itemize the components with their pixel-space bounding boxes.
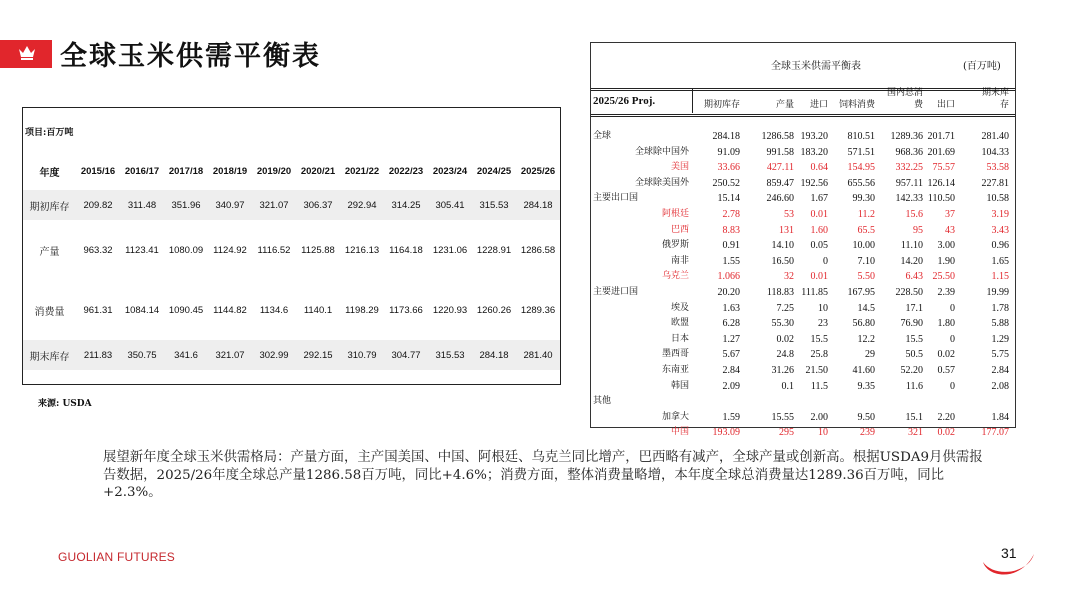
table-cell: 31.26 bbox=[771, 365, 794, 376]
table-cell: 65.5 bbox=[857, 224, 875, 236]
table-cell: 228.50 bbox=[895, 287, 923, 298]
table-cell: 0.01 bbox=[810, 209, 828, 220]
table-cell: 15.14 bbox=[717, 193, 740, 205]
table-row bbox=[591, 177, 1015, 190]
table-cell: 427.11 bbox=[766, 162, 794, 174]
table-cell: 14.10 bbox=[771, 240, 794, 252]
table-cell: 0.96 bbox=[991, 240, 1009, 252]
table-cell: 0 bbox=[950, 302, 955, 314]
year-header: 2024/25 bbox=[476, 165, 512, 177]
table-cell: 246.60 bbox=[766, 193, 794, 205]
table-cell: 209.82 bbox=[76, 190, 120, 220]
table-cell: 7.25 bbox=[776, 302, 794, 314]
col-header: 产量 bbox=[775, 100, 794, 110]
table-cell: 0.1 bbox=[781, 380, 794, 392]
table-cell: 859.47 bbox=[766, 177, 794, 189]
table-cell: 14.5 bbox=[857, 302, 875, 314]
row-name: 俄罗斯 bbox=[661, 240, 689, 251]
table-cell: 10 bbox=[818, 302, 828, 314]
row-name: 其他 bbox=[593, 396, 612, 407]
table-cell: 1289.36 bbox=[520, 304, 556, 316]
table-row bbox=[591, 192, 1015, 205]
col-header: 进口 bbox=[809, 100, 828, 110]
table-cell: 20.20 bbox=[717, 287, 740, 298]
col-header: 期初库存 bbox=[703, 100, 740, 110]
table-cell: 33.66 bbox=[717, 162, 740, 174]
table-row bbox=[591, 286, 1015, 299]
table-cell: 3.19 bbox=[991, 209, 1009, 220]
table-cell: 19.99 bbox=[986, 287, 1009, 298]
table-cell: 1.60 bbox=[810, 224, 828, 236]
table-row bbox=[591, 302, 1015, 315]
table-cell: 295 bbox=[779, 427, 794, 439]
header-top-rule bbox=[591, 90, 1015, 91]
table-row bbox=[23, 280, 560, 340]
row-name: 全球 bbox=[593, 131, 612, 141]
table-cell: 350.75 bbox=[120, 340, 164, 370]
table-cell: 1084.14 bbox=[124, 304, 160, 316]
table-cell: 1.55 bbox=[722, 255, 740, 267]
table-cell: 29 bbox=[865, 349, 875, 361]
table-cell: 292.15 bbox=[296, 340, 340, 370]
table-cell: 15.6 bbox=[905, 209, 923, 220]
table-cell: 15.55 bbox=[771, 411, 794, 423]
table-cell: 14.20 bbox=[900, 255, 923, 267]
table-cell: 0.64 bbox=[810, 162, 828, 174]
row-name: 全球除中国外 bbox=[634, 146, 689, 157]
row-label: 消费量 bbox=[34, 306, 65, 318]
row-name: 阿根廷 bbox=[661, 209, 689, 219]
table-cell: 306.37 bbox=[296, 190, 340, 220]
table-cell: 52.20 bbox=[900, 365, 923, 376]
table-cell: 193.20 bbox=[800, 131, 828, 142]
header-divider bbox=[692, 89, 693, 113]
table-cell: 1.066 bbox=[717, 271, 740, 283]
table-cell: 9.35 bbox=[857, 380, 875, 392]
table-cell: 314.25 bbox=[384, 190, 428, 220]
table-cell: 2.78 bbox=[722, 209, 740, 220]
table-cell: 1116.52 bbox=[257, 244, 291, 256]
table-cell: 24.8 bbox=[776, 349, 794, 361]
table-cell: 15.5 bbox=[810, 333, 828, 345]
table-cell: 1.59 bbox=[722, 411, 740, 423]
table-cell: 7.10 bbox=[857, 255, 875, 267]
table-cell: 11.2 bbox=[857, 209, 875, 220]
table-row bbox=[591, 130, 1015, 143]
table-cell: 5.67 bbox=[722, 349, 740, 361]
row-name: 主要进口国 bbox=[593, 287, 639, 297]
table-cell: 281.40 bbox=[516, 340, 560, 370]
year-header: 2019/20 bbox=[256, 165, 292, 177]
table-unit: (百万吨) bbox=[963, 61, 1001, 72]
table-cell: 75.57 bbox=[932, 162, 955, 174]
table-cell: 10.00 bbox=[852, 240, 875, 252]
table-cell: 32 bbox=[784, 271, 794, 283]
table-cell: 8.83 bbox=[722, 224, 740, 236]
summary-paragraph: 展望新年度全球玉米供需格局：产量方面，主产国美国、中国、阿根廷、乌克兰同比增产，巴西略有减产，全球产量或创新高。根据USDA9月供需报告数据，2025/26年度全球总产量1286.58百万吨，同比+4.6%；消费方面，整体消费量略增，本年度全球总消费量达1289.36百万吨，同比+2.3%。 bbox=[103, 450, 983, 500]
row-name: 巴西 bbox=[670, 224, 689, 235]
col-header: 存 bbox=[999, 100, 1009, 110]
table-cell: 10 bbox=[818, 427, 828, 439]
table-cell: 961.31 bbox=[83, 304, 113, 316]
source-note: 来源: USDA bbox=[38, 399, 92, 409]
table-cell: 91.09 bbox=[717, 146, 740, 158]
table-cell: 1125.88 bbox=[301, 244, 335, 256]
table-cell: 53 bbox=[784, 209, 794, 220]
table-cell: 963.32 bbox=[83, 244, 113, 256]
table-cell: 321.07 bbox=[252, 190, 296, 220]
table-cell: 810.51 bbox=[847, 131, 875, 142]
table-cell: 11.6 bbox=[905, 380, 923, 392]
table-row bbox=[591, 333, 1015, 346]
table-cell: 131 bbox=[779, 224, 794, 236]
table-cell: 0.57 bbox=[937, 365, 955, 376]
table-row bbox=[23, 340, 560, 370]
table-cell: 55.30 bbox=[771, 318, 794, 330]
col-header: 出口 bbox=[936, 100, 955, 110]
col-header: 国内总消 bbox=[886, 88, 923, 98]
table-cell: 126.14 bbox=[927, 177, 955, 189]
table-cell: 16.50 bbox=[771, 255, 794, 267]
row-name: 韩国 bbox=[670, 380, 689, 391]
table-row bbox=[591, 161, 1015, 174]
table-cell: 968.36 bbox=[895, 146, 923, 158]
table-cell: 1286.58 bbox=[520, 244, 556, 256]
table-cell: 2.00 bbox=[810, 411, 828, 423]
table-title: 全球玉米供需平衡表 bbox=[771, 61, 861, 72]
table-cell: 1.80 bbox=[937, 318, 955, 330]
table-cell: 341.6 bbox=[164, 340, 208, 370]
row-name: 埃及 bbox=[670, 302, 689, 313]
table-cell: 1173.66 bbox=[389, 304, 423, 316]
year-header: 2022/23 bbox=[388, 165, 424, 177]
table-cell: 957.11 bbox=[895, 177, 923, 189]
table-cell: 1.65 bbox=[991, 255, 1009, 267]
table-row bbox=[591, 146, 1015, 159]
table-cell: 655.56 bbox=[847, 177, 875, 189]
table-cell: 6.43 bbox=[905, 271, 923, 283]
table-row bbox=[591, 208, 1015, 221]
table-cell: 0.01 bbox=[810, 271, 828, 283]
table-cell: 1.78 bbox=[991, 302, 1009, 314]
table-cell: 211.83 bbox=[76, 340, 120, 370]
table-cell: 1144.82 bbox=[213, 304, 247, 316]
table-cell: 1.29 bbox=[991, 333, 1009, 345]
table-cell: 37 bbox=[945, 209, 955, 220]
table-cell: 3.43 bbox=[991, 224, 1009, 236]
table-cell: 1.67 bbox=[810, 193, 828, 205]
table-cell: 310.79 bbox=[340, 340, 384, 370]
year-header: 2025/26 bbox=[520, 165, 556, 177]
table-cell: 991.58 bbox=[766, 146, 794, 158]
table-cell: 95 bbox=[913, 224, 923, 236]
header-bottom-rule bbox=[591, 116, 1015, 117]
table-cell: 321.07 bbox=[208, 340, 252, 370]
projection-label: 2025/26 Proj. bbox=[593, 95, 656, 107]
table-cell: 56.80 bbox=[852, 318, 875, 330]
row-name: 日本 bbox=[670, 333, 689, 344]
table-cell: 292.94 bbox=[340, 190, 384, 220]
table-cell: 110.50 bbox=[927, 193, 955, 205]
table-cell: 2.84 bbox=[722, 365, 740, 376]
table-cell: 1216.13 bbox=[344, 244, 380, 256]
table-cell: 9.50 bbox=[857, 411, 875, 423]
year-header: 2015/16 bbox=[80, 165, 116, 177]
col-header: 期末库 bbox=[981, 88, 1009, 98]
year-header: 2016/17 bbox=[124, 165, 160, 177]
year-header: 2023/24 bbox=[432, 165, 468, 177]
table-cell: 0.91 bbox=[722, 240, 740, 252]
row-label: 期末库存 bbox=[23, 340, 76, 370]
table-cell: 1080.09 bbox=[168, 244, 204, 256]
row-name: 墨西哥 bbox=[661, 349, 689, 360]
table-cell: 193.09 bbox=[712, 427, 740, 439]
table-cell: 250.52 bbox=[712, 177, 740, 189]
col-header: 费 bbox=[913, 100, 923, 110]
table-cell: 76.90 bbox=[900, 318, 923, 330]
table-cell: 5.50 bbox=[857, 271, 875, 283]
table-cell: 571.51 bbox=[847, 146, 875, 158]
table-cell: 25.50 bbox=[932, 271, 955, 283]
table-row bbox=[591, 395, 1015, 408]
table-cell: 305.41 bbox=[428, 190, 472, 220]
table-cell: 1124.92 bbox=[213, 244, 247, 256]
table-cell: 5.75 bbox=[991, 349, 1009, 361]
table-cell: 1198.29 bbox=[345, 304, 379, 316]
annual-balance-table bbox=[22, 107, 561, 385]
row-name: 中国 bbox=[670, 427, 689, 438]
table-row bbox=[591, 224, 1015, 237]
table-cell: 1.63 bbox=[722, 302, 740, 314]
table-cell: 0 bbox=[823, 255, 828, 267]
table-row bbox=[591, 380, 1015, 393]
table-cell: 12.2 bbox=[857, 333, 875, 345]
table-cell: 315.53 bbox=[428, 340, 472, 370]
table-cell: 53.58 bbox=[986, 162, 1009, 174]
table-unit-label: 项目:百万吨 bbox=[25, 128, 74, 138]
table-cell: 311.48 bbox=[120, 190, 164, 220]
row-name: 欧盟 bbox=[670, 318, 689, 329]
table-cell: 183.20 bbox=[800, 146, 828, 158]
table-row bbox=[591, 239, 1015, 252]
row-label: 产量 bbox=[39, 246, 60, 258]
table-cell: 50.5 bbox=[905, 349, 923, 361]
col-header: 饲料消费 bbox=[838, 100, 875, 110]
year-header: 2021/22 bbox=[344, 165, 380, 177]
table-cell: 201.71 bbox=[927, 131, 955, 142]
row-name: 南非 bbox=[670, 255, 689, 266]
table-cell: 167.95 bbox=[847, 287, 875, 298]
table-row bbox=[23, 190, 560, 220]
brand-footer: GUOLIAN FUTURES bbox=[58, 550, 176, 564]
table-cell: 25.8 bbox=[810, 349, 828, 361]
table-row bbox=[591, 348, 1015, 361]
table-cell: 340.97 bbox=[208, 190, 252, 220]
table-cell: 1.27 bbox=[722, 333, 740, 345]
table-cell: 0 bbox=[950, 333, 955, 345]
table-row bbox=[591, 255, 1015, 268]
table-cell: 1220.93 bbox=[432, 304, 468, 316]
table-cell: 1134.6 bbox=[259, 304, 289, 316]
table-cell: 1289.36 bbox=[890, 131, 923, 142]
table-cell: 15.1 bbox=[905, 411, 923, 423]
table-cell: 1140.1 bbox=[303, 304, 333, 316]
table-cell: 23 bbox=[818, 318, 828, 330]
table-cell: 118.83 bbox=[766, 287, 794, 298]
table-cell: 1260.26 bbox=[476, 304, 512, 316]
row-name: 东南亚 bbox=[661, 365, 689, 375]
table-cell: 0.02 bbox=[776, 333, 794, 345]
table-row bbox=[591, 270, 1015, 283]
table-cell: 1090.45 bbox=[168, 304, 204, 316]
table-cell: 177.07 bbox=[981, 427, 1009, 439]
table-cell: 281.40 bbox=[981, 131, 1009, 142]
table-cell: 192.56 bbox=[800, 177, 828, 189]
table-cell: 351.96 bbox=[164, 190, 208, 220]
crown-icon bbox=[18, 45, 36, 61]
table-cell: 2.08 bbox=[991, 380, 1009, 392]
table-row bbox=[591, 411, 1015, 424]
table-cell: 1231.06 bbox=[432, 244, 468, 256]
row-name: 加拿大 bbox=[661, 411, 689, 422]
table-cell: 5.88 bbox=[991, 318, 1009, 330]
table-cell: 2.20 bbox=[937, 411, 955, 423]
table-cell: 302.99 bbox=[252, 340, 296, 370]
table-row bbox=[591, 426, 1015, 439]
slide-title: 全球玉米供需平衡表 bbox=[60, 41, 321, 72]
table-cell: 1286.58 bbox=[761, 131, 794, 142]
crown-logo bbox=[0, 40, 52, 68]
table-cell: 17.1 bbox=[905, 302, 923, 314]
year-header-row bbox=[23, 152, 560, 190]
table-cell: 0.02 bbox=[937, 349, 955, 361]
table-cell: 1.15 bbox=[991, 271, 1009, 283]
country-balance-table bbox=[590, 42, 1016, 439]
table-cell: 3.00 bbox=[937, 240, 955, 252]
row-name: 乌克兰 bbox=[661, 271, 689, 282]
table-cell: 111.85 bbox=[801, 287, 828, 298]
year-header: 2018/19 bbox=[212, 165, 248, 177]
table-cell: 304.77 bbox=[384, 340, 428, 370]
table-cell: 21.50 bbox=[805, 365, 828, 376]
table-cell: 11.5 bbox=[810, 380, 828, 392]
table-cell: 1123.41 bbox=[125, 244, 159, 256]
table-cell: 41.60 bbox=[852, 365, 875, 376]
table-cell: 1.90 bbox=[937, 255, 955, 267]
table-cell: 104.33 bbox=[981, 146, 1009, 158]
annual-balance-grid bbox=[23, 152, 560, 370]
corner-label: 年度 bbox=[39, 167, 60, 179]
row-name: 全球除美国外 bbox=[634, 177, 689, 188]
table-cell: 0 bbox=[950, 380, 955, 392]
table-cell: 99.30 bbox=[852, 193, 875, 205]
table-cell: 10.58 bbox=[986, 193, 1009, 205]
table-cell: 142.33 bbox=[895, 193, 923, 205]
table-cell: 239 bbox=[860, 427, 875, 439]
row-name: 主要出口国 bbox=[593, 193, 639, 204]
table-cell: 1164.18 bbox=[389, 244, 423, 256]
table-row bbox=[591, 317, 1015, 330]
table-cell: 201.69 bbox=[927, 146, 955, 158]
table-cell: 0.02 bbox=[937, 427, 955, 439]
row-label: 期初库存 bbox=[23, 190, 76, 220]
table-cell: 2.39 bbox=[937, 287, 955, 298]
year-header: 2017/18 bbox=[168, 165, 204, 177]
table-cell: 315.53 bbox=[472, 190, 516, 220]
table-cell: 154.95 bbox=[847, 162, 875, 174]
row-name: 美国 bbox=[670, 162, 689, 173]
table-cell: 2.09 bbox=[722, 380, 740, 392]
table-cell: 321 bbox=[908, 427, 923, 439]
table-row bbox=[591, 364, 1015, 377]
table-cell: 1.84 bbox=[991, 411, 1009, 423]
table-row bbox=[23, 220, 560, 280]
table-cell: 284.18 bbox=[472, 340, 516, 370]
year-header: 2020/21 bbox=[300, 165, 336, 177]
table-cell: 0.05 bbox=[810, 240, 828, 252]
table-cell: 284.18 bbox=[712, 131, 740, 142]
table-cell: 43 bbox=[945, 224, 955, 236]
table-cell: 2.84 bbox=[991, 365, 1009, 376]
table-cell: 284.18 bbox=[516, 190, 560, 220]
table-cell: 15.5 bbox=[905, 333, 923, 345]
table-cell: 227.81 bbox=[981, 177, 1009, 189]
table-cell: 6.28 bbox=[722, 318, 740, 330]
page-number: 31 bbox=[1001, 545, 1017, 561]
table-cell: 11.10 bbox=[900, 240, 923, 252]
table-cell: 1228.91 bbox=[476, 244, 512, 256]
table-cell: 332.25 bbox=[895, 162, 923, 174]
